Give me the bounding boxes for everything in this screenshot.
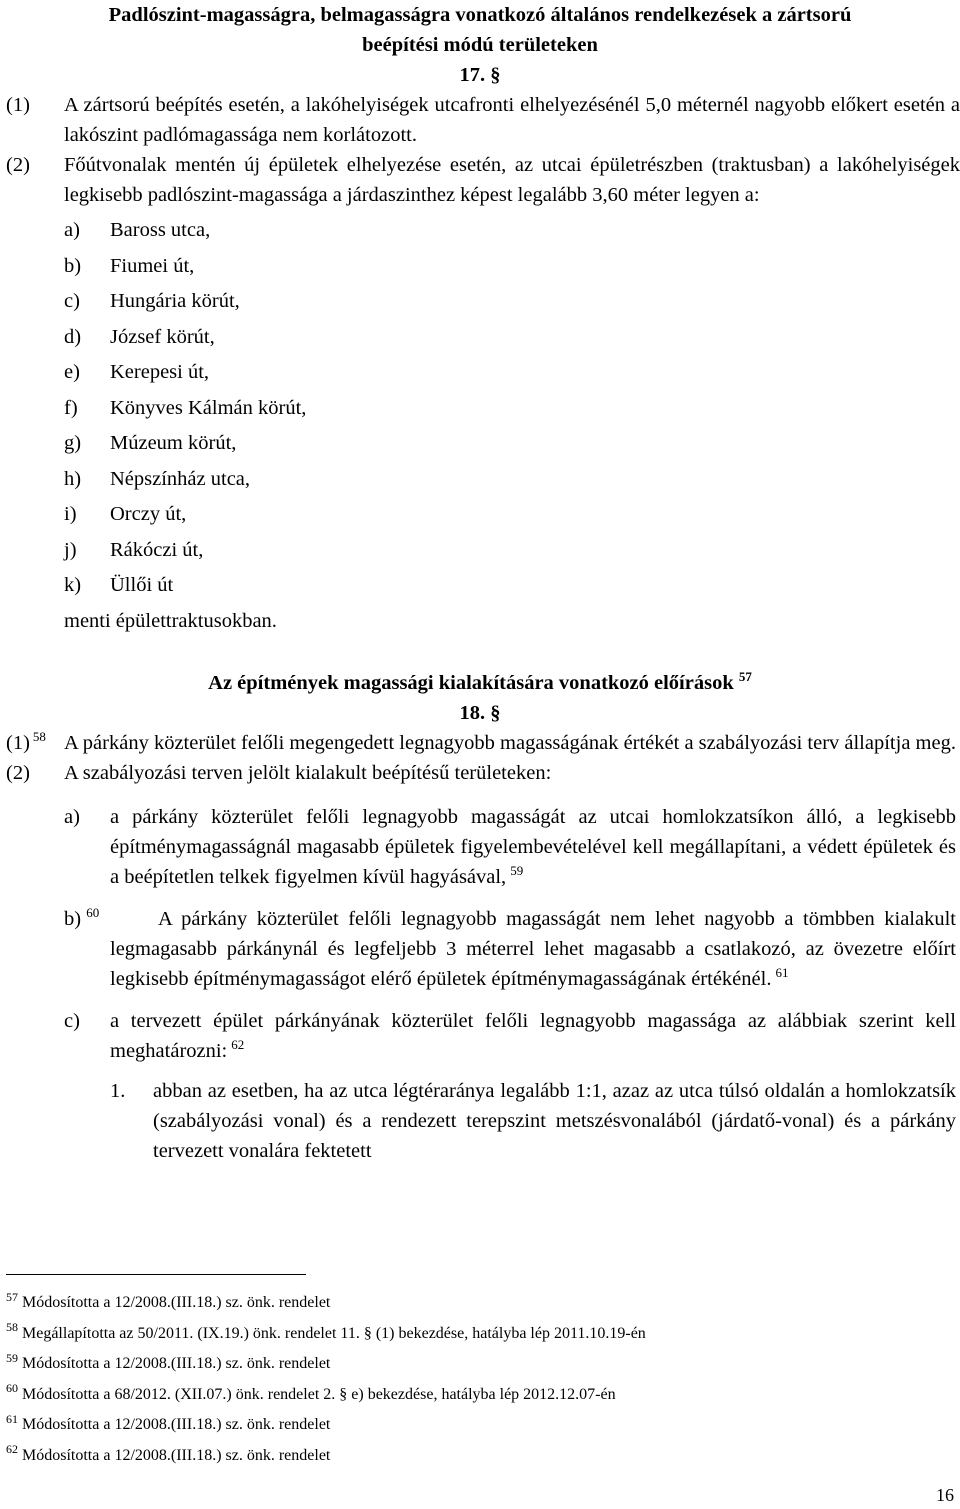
subpoint-label bbox=[64, 904, 99, 934]
section-18-heading bbox=[0, 668, 960, 728]
footnote-number: 59 bbox=[6, 1350, 18, 1365]
list-label: e) bbox=[64, 361, 80, 383]
footnote bbox=[6, 1349, 646, 1380]
footnote-text: Módosította a 68/2012. (XII.07.) önk. rendelet 2. § e) bekezdése, hatályba lép 2012.12.07-én bbox=[22, 1385, 616, 1403]
list-item bbox=[0, 251, 960, 281]
subpoint-label: c) bbox=[64, 1009, 80, 1032]
list-label: k) bbox=[64, 574, 82, 596]
footnote bbox=[6, 1288, 646, 1319]
heading-title-text: Az építmények magassági kialakítására vonatkozó előírások bbox=[208, 671, 734, 694]
paragraph-number: (2) bbox=[6, 761, 30, 784]
list-text: Rákóczi út, bbox=[110, 538, 204, 561]
list-item bbox=[0, 357, 960, 387]
list-label: f) bbox=[64, 396, 78, 419]
list-text: Orczy út, bbox=[110, 503, 187, 525]
list-label: a) bbox=[64, 219, 80, 241]
paragraph-text: A szabályozási terven jelölt kialakult beépítésű területeken: bbox=[64, 761, 552, 784]
paragraph-17-1 bbox=[0, 90, 960, 150]
footnote-number: 60 bbox=[6, 1381, 18, 1396]
subpoint-a bbox=[0, 802, 960, 892]
list-item bbox=[0, 535, 960, 565]
footnote-number: 57 bbox=[6, 1289, 18, 1304]
list-text: Baross utca, bbox=[110, 219, 211, 241]
section-number-18: 18. § bbox=[459, 701, 501, 724]
footnote-ref: 57 bbox=[738, 668, 752, 684]
list-label: i) bbox=[64, 503, 77, 525]
footnote-ref: 59 bbox=[510, 862, 524, 878]
list-item bbox=[0, 393, 960, 423]
list-text: Üllői út bbox=[110, 574, 174, 596]
subpoint-label: a) bbox=[64, 805, 80, 828]
section-17-heading bbox=[0, 0, 960, 90]
paragraph-text: Főútvonalak mentén új épületek elhelyezése esetén, az utcai épületrészben (traktusban) a lakóhelyiségek legkisebb padlószint-magassága a járdaszinthez képest legalább 3,60 méter legyen a: bbox=[64, 154, 960, 206]
paragraph-number: (2) bbox=[6, 154, 30, 176]
paragraph-number-text: (1) bbox=[6, 731, 30, 754]
page-number: 16 bbox=[936, 1485, 954, 1505]
list-text: Kerepesi út, bbox=[110, 361, 210, 383]
list-item bbox=[0, 464, 960, 494]
subpoint-text: a párkány közterület felőli legnagyobb magasságát az utcai homlokzatsíkon álló, a legkisebb építménymagasságnál magasabb épületek figyelembevételével kell megállapítani, a védett épületek és a beépítetlen telkek figyelmen kívül hagyásával, bbox=[110, 805, 956, 888]
list-item bbox=[0, 499, 960, 529]
list-item bbox=[0, 322, 960, 352]
footnotes bbox=[6, 1288, 646, 1471]
paragraph-number bbox=[6, 728, 46, 758]
list-closing: menti épülettraktusokban. bbox=[64, 609, 277, 632]
subpoint-label: 1. bbox=[110, 1079, 126, 1102]
heading-line-2: beépítési módú területeken bbox=[362, 34, 598, 56]
footnote-ref: 61 bbox=[775, 964, 789, 980]
list-text: Könyves Kálmán körút, bbox=[110, 396, 307, 419]
list-item bbox=[0, 570, 960, 600]
paragraph-18-2 bbox=[0, 758, 960, 788]
subpoint-text: A párkány közterület felőli legnagyobb magasságát nem lehet nagyobb a tömbben kialakult legmagasabb párkánynál és legfeljebb 3 méterrel lehet magasabb a csatlakozó, az övezetre előírt legkisebb építménymagasságot elérő épületek építménymagasságának értékénél. bbox=[110, 907, 956, 990]
footnote-text: Módosította a 12/2008.(III.18.) sz. önk. rendelet bbox=[22, 1416, 331, 1433]
list-text: Népszínház utca, bbox=[110, 467, 251, 490]
footnote-number: 62 bbox=[6, 1442, 18, 1457]
footnote-number: 61 bbox=[6, 1411, 18, 1426]
list-label: c) bbox=[64, 290, 80, 312]
paragraph-text: A párkány közterület felőli megengedett legnagyobb magasságának értékét a szabályozási terv állapítja meg. bbox=[64, 731, 956, 754]
subpoint-c bbox=[0, 1006, 960, 1066]
footnote-ref: 60 bbox=[86, 904, 100, 920]
subpoint-text: abban az esetben, ha az utca légtéraránya legalább 1:1, azaz az utca túlsó oldalán a homlokzatsík (szabályozási vonal) és a rendezett terepszint metszésvonalából (járdatő-vonal) és a párkány tervezett vonalára fektetett bbox=[153, 1079, 956, 1162]
list-item bbox=[0, 215, 960, 245]
footnote-text: Módosította a 12/2008.(III.18.) sz. önk. rendelet bbox=[22, 1446, 331, 1464]
subpoint-label-text: b) bbox=[64, 907, 82, 930]
list-label: h) bbox=[64, 467, 82, 490]
list-label: g) bbox=[64, 432, 82, 454]
list-label: d) bbox=[64, 325, 82, 348]
footnote-number: 58 bbox=[6, 1320, 18, 1335]
footnote-ref: 62 bbox=[231, 1036, 245, 1052]
paragraph-text: A zártsorú beépítés esetén, a lakóhelyiségek utcafronti elhelyezésénél 5,0 méternél nagyobb előkert esetén a lakószint padlómagassága nem korlátozott. bbox=[64, 94, 960, 146]
subpoint-b bbox=[0, 904, 960, 994]
paragraph-number: (1) bbox=[6, 94, 30, 116]
footnote bbox=[6, 1319, 646, 1350]
footnote bbox=[6, 1410, 646, 1441]
list-label: b) bbox=[64, 254, 82, 277]
footnote-ref: 58 bbox=[32, 728, 46, 744]
list-text: Hungária körút, bbox=[110, 290, 240, 312]
list-label: j) bbox=[64, 538, 77, 561]
list-text: Múzeum körút, bbox=[110, 432, 237, 454]
heading-line-1: Padlószint-magasságra, belmagasságra vonatkozó általános rendelkezések a zártsorú bbox=[108, 4, 852, 26]
paragraph-17-2 bbox=[0, 150, 960, 210]
list-item bbox=[0, 286, 960, 316]
footnote bbox=[6, 1380, 646, 1411]
section-number-17: 17. § bbox=[459, 64, 501, 86]
footnote bbox=[6, 1441, 646, 1472]
list-text: Fiumei út, bbox=[110, 254, 195, 277]
paragraph-18-1 bbox=[0, 728, 960, 758]
street-list bbox=[0, 215, 960, 600]
footnote-text: Módosította a 12/2008.(III.18.) sz. önk. rendelet bbox=[22, 1294, 331, 1311]
footnote-separator bbox=[6, 1274, 306, 1275]
footnote-text: Megállapította az 50/2011. (IX.19.) önk. rendelet 11. § (1) bekezdése, hatályba lép 2011.10.19-én bbox=[22, 1324, 646, 1342]
heading-title bbox=[0, 668, 960, 698]
list-item bbox=[0, 428, 960, 458]
subpoint-text: a tervezett épület párkányának közterület felőli legnagyobb magassága az alábbiak szerint kell meghatározni: bbox=[110, 1009, 956, 1062]
list-text: József körút, bbox=[110, 325, 215, 348]
subpoint-c-1 bbox=[0, 1076, 960, 1166]
footnote-text: Módosította a 12/2008.(III.18.) sz. önk. rendelet bbox=[22, 1355, 331, 1372]
